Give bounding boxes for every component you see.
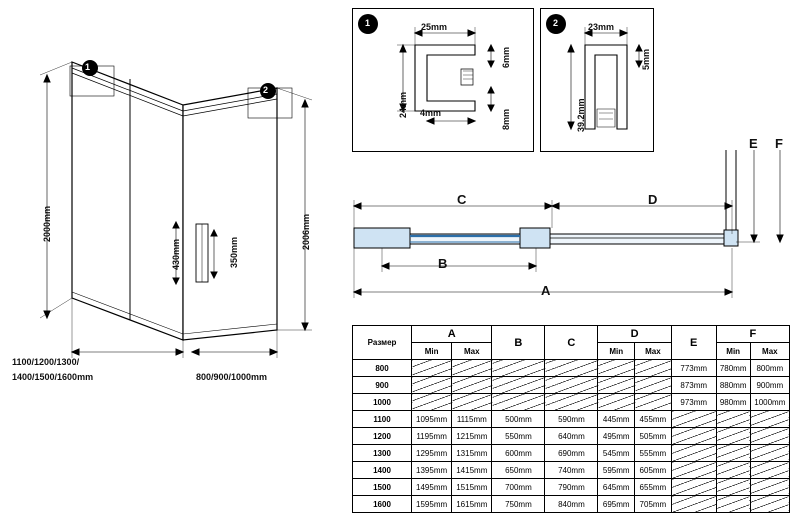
table-cell-e bbox=[671, 496, 716, 513]
table-cell-d_min bbox=[598, 360, 635, 377]
table-cell-d_max: 505mm bbox=[635, 428, 672, 445]
table-cell-a_min bbox=[412, 394, 452, 411]
table-cell-e bbox=[671, 479, 716, 496]
table-cell-f_min bbox=[716, 496, 750, 513]
table-cell-a_min: 1295mm bbox=[412, 445, 452, 462]
subheader-D-max: Max bbox=[635, 343, 672, 360]
table-cell-f_max bbox=[750, 428, 789, 445]
table-cell-c: 640mm bbox=[545, 428, 598, 445]
table-cell-f_min bbox=[716, 462, 750, 479]
table-row bbox=[353, 462, 790, 479]
table-row bbox=[353, 360, 790, 377]
table-cell-a_max bbox=[452, 360, 492, 377]
table-row-size: 1200 bbox=[353, 428, 412, 445]
table-row-size: 1500 bbox=[353, 479, 412, 496]
dim-side-widths: 800/900/1000mm bbox=[196, 372, 268, 382]
subheader-F-min: Min bbox=[716, 343, 750, 360]
table-row-size: 1100 bbox=[353, 411, 412, 428]
table-cell-a_max: 1115mm bbox=[452, 411, 492, 428]
table-cell-e bbox=[671, 445, 716, 462]
table-cell-b bbox=[492, 394, 545, 411]
col-header-A: A bbox=[412, 326, 492, 343]
table-cell-d_max: 655mm bbox=[635, 479, 672, 496]
table-row bbox=[353, 496, 790, 513]
table-row-size: 1300 bbox=[353, 445, 412, 462]
table-cell-a_max: 1215mm bbox=[452, 428, 492, 445]
subheader-A-max: Max bbox=[452, 343, 492, 360]
table-cell-f_max bbox=[750, 462, 789, 479]
table-cell-d_min: 695mm bbox=[598, 496, 635, 513]
dim-front-widths-line1: 1100/1200/1300/ bbox=[12, 357, 80, 367]
table-cell-c: 590mm bbox=[545, 411, 598, 428]
table-cell-d_max bbox=[635, 360, 672, 377]
plan-dim-E: E bbox=[749, 136, 758, 151]
detail-2-dim-right: 5mm bbox=[641, 48, 651, 70]
table-cell-f_max bbox=[750, 411, 789, 428]
table-cell-c bbox=[545, 377, 598, 394]
table-cell-a_min: 1095mm bbox=[412, 411, 452, 428]
dim-front-widths-line2: 1400/1500/1600mm bbox=[12, 372, 94, 382]
plan-dim-D: D bbox=[648, 192, 658, 207]
detail-1-dim-top: 25mm bbox=[421, 22, 448, 32]
table-cell-f_max: 800mm bbox=[750, 360, 789, 377]
table-row-size: 1000 bbox=[353, 394, 412, 411]
table-cell-c bbox=[545, 360, 598, 377]
table-cell-f_min bbox=[716, 428, 750, 445]
table-cell-d_min: 595mm bbox=[598, 462, 635, 479]
detail-1-dim-left: 24mm bbox=[398, 91, 408, 118]
plan-view bbox=[340, 150, 800, 320]
table-row bbox=[353, 411, 790, 428]
table-cell-a_min: 1195mm bbox=[412, 428, 452, 445]
dim-height-left: 2000mm bbox=[42, 205, 52, 242]
subheader-D-min: Min bbox=[598, 343, 635, 360]
spec-table bbox=[352, 325, 790, 513]
subheader-A-min: Min bbox=[412, 343, 452, 360]
detail-1-badge-label: 1 bbox=[365, 18, 371, 28]
table-cell-e: 873mm bbox=[671, 377, 716, 394]
table-cell-f_max bbox=[750, 479, 789, 496]
table-row bbox=[353, 428, 790, 445]
table-cell-a_min: 1395mm bbox=[412, 462, 452, 479]
table-cell-d_min: 645mm bbox=[598, 479, 635, 496]
table-cell-b: 750mm bbox=[492, 496, 545, 513]
table-cell-d_min: 495mm bbox=[598, 428, 635, 445]
table-cell-a_max bbox=[452, 377, 492, 394]
table-cell-d_min: 545mm bbox=[598, 445, 635, 462]
table-row-size: 900 bbox=[353, 377, 412, 394]
table-header-row bbox=[353, 326, 790, 343]
detail-1-dim-inner: 4mm bbox=[420, 108, 442, 118]
table-cell-b bbox=[492, 360, 545, 377]
table-cell-a_max: 1315mm bbox=[452, 445, 492, 462]
detail-1-dim-right-top: 6mm bbox=[501, 46, 511, 68]
detail-2-dim-top: 23mm bbox=[588, 22, 615, 32]
table-cell-c: 690mm bbox=[545, 445, 598, 462]
table-cell-d_max bbox=[635, 394, 672, 411]
col-header-E: E bbox=[671, 326, 716, 360]
subheader-F-max: Max bbox=[750, 343, 789, 360]
table-cell-d_min bbox=[598, 377, 635, 394]
table-cell-a_min: 1495mm bbox=[412, 479, 452, 496]
table-row-size: 1400 bbox=[353, 462, 412, 479]
table-cell-d_max: 555mm bbox=[635, 445, 672, 462]
table-cell-b bbox=[492, 377, 545, 394]
table-cell-f_min: 880mm bbox=[716, 377, 750, 394]
table-row bbox=[353, 394, 790, 411]
left-isometric-view bbox=[0, 0, 340, 400]
dim-handle-outer: 430mm bbox=[171, 238, 181, 270]
col-header-B: B bbox=[492, 326, 545, 360]
table-cell-e: 773mm bbox=[671, 360, 716, 377]
detail-2-badge-label: 2 bbox=[553, 18, 559, 28]
table-cell-f_min bbox=[716, 445, 750, 462]
table-cell-b: 550mm bbox=[492, 428, 545, 445]
detail-2-dim-left: 39.2mm bbox=[576, 98, 586, 132]
table-cell-d_max: 455mm bbox=[635, 411, 672, 428]
table-cell-d_min: 445mm bbox=[598, 411, 635, 428]
detail-1-dim-right-bottom: 8mm bbox=[501, 108, 511, 130]
table-cell-f_max bbox=[750, 445, 789, 462]
table-cell-c: 840mm bbox=[545, 496, 598, 513]
table-cell-f_min: 980mm bbox=[716, 394, 750, 411]
table-cell-f_min bbox=[716, 479, 750, 496]
table-cell-b: 650mm bbox=[492, 462, 545, 479]
table-cell-d_max: 705mm bbox=[635, 496, 672, 513]
table-cell-b: 600mm bbox=[492, 445, 545, 462]
col-header-size: Размер bbox=[353, 326, 412, 360]
table-cell-d_max: 605mm bbox=[635, 462, 672, 479]
table-cell-a_max: 1415mm bbox=[452, 462, 492, 479]
table-cell-c: 740mm bbox=[545, 462, 598, 479]
table-cell-b: 700mm bbox=[492, 479, 545, 496]
table-cell-f_max: 1000mm bbox=[750, 394, 789, 411]
table-row-size: 800 bbox=[353, 360, 412, 377]
table-cell-a_min: 1595mm bbox=[412, 496, 452, 513]
table-cell-f_max: 900mm bbox=[750, 377, 789, 394]
plan-dim-F: F bbox=[775, 136, 783, 151]
table-cell-f_min: 780mm bbox=[716, 360, 750, 377]
table-cell-f_min bbox=[716, 411, 750, 428]
callout-badge-1: 1 bbox=[85, 62, 91, 72]
table-cell-a_min bbox=[412, 360, 452, 377]
table-row bbox=[353, 377, 790, 394]
table-cell-a_max: 1515mm bbox=[452, 479, 492, 496]
dim-height-right: 2006mm bbox=[301, 213, 311, 250]
table-cell-c bbox=[545, 394, 598, 411]
table-cell-e bbox=[671, 411, 716, 428]
table-cell-a_max bbox=[452, 394, 492, 411]
table-row-size: 1600 bbox=[353, 496, 412, 513]
table-cell-a_min bbox=[412, 377, 452, 394]
callout-badge-2: 2 bbox=[263, 85, 269, 95]
table-cell-e bbox=[671, 428, 716, 445]
dim-handle-inner: 350mm bbox=[229, 236, 239, 268]
table-cell-e bbox=[671, 462, 716, 479]
plan-dim-B: B bbox=[438, 256, 448, 271]
col-header-D: D bbox=[598, 326, 671, 343]
table-cell-e: 973mm bbox=[671, 394, 716, 411]
table-cell-b: 500mm bbox=[492, 411, 545, 428]
plan-dim-A: A bbox=[541, 283, 551, 298]
table-cell-a_max: 1615mm bbox=[452, 496, 492, 513]
table-cell-f_max bbox=[750, 496, 789, 513]
table-cell-d_min bbox=[598, 394, 635, 411]
table-row bbox=[353, 445, 790, 462]
col-header-F: F bbox=[716, 326, 789, 343]
table-cell-c: 790mm bbox=[545, 479, 598, 496]
table-row bbox=[353, 479, 790, 496]
col-header-C: C bbox=[545, 326, 598, 360]
table-cell-d_max bbox=[635, 377, 672, 394]
plan-dim-C: C bbox=[457, 192, 467, 207]
